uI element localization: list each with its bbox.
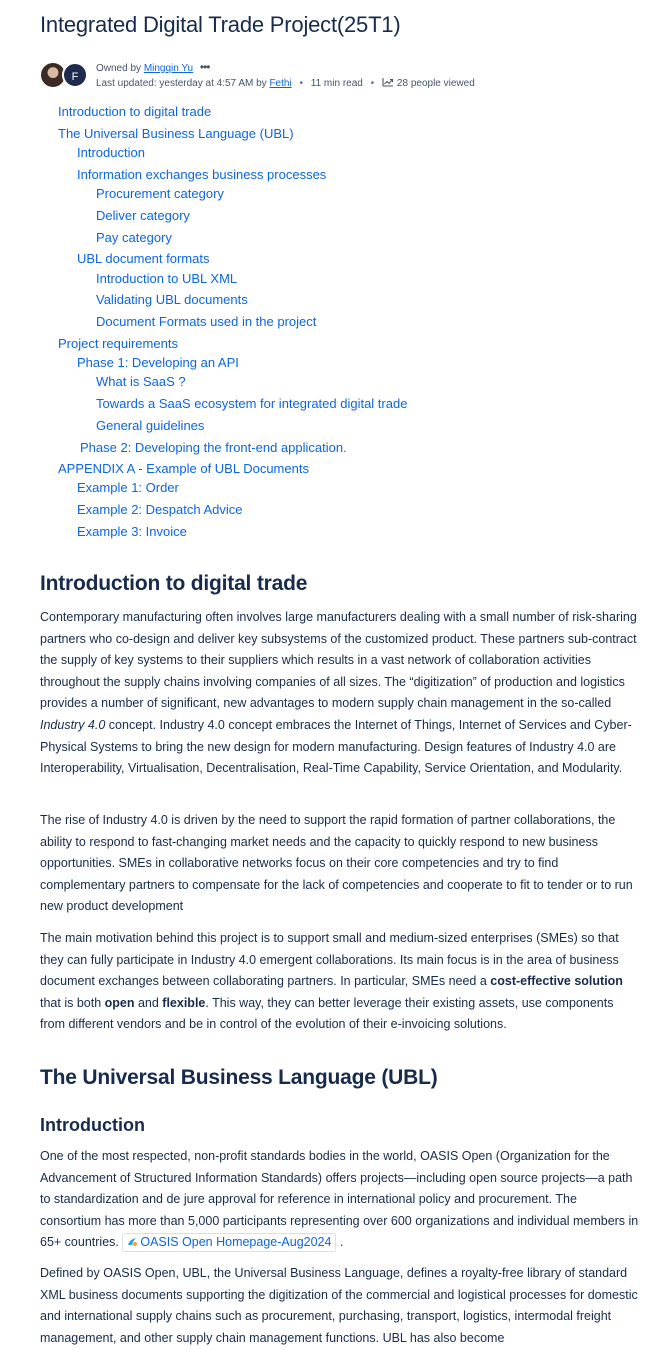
toc-link[interactable]: Example 2: Despatch Advice [77,502,243,517]
toc-link[interactable]: UBL document formats [77,251,210,266]
para-text: Contemporary manufacturing often involves large manufacturers dealing with a small number of risk-sharing partners who co-design and deliver key subsystems of the customized product. These partners sub-contract the supply of key systems to their suppliers which results in a vast network of collaboration activities throughout the supply chains involving companies of all sizes. The “digitization” of production and logistics provides a number of significant, new advantages to modern supply chain management in the so-called [40,610,637,711]
toc-link[interactable]: Towards a SaaS ecosystem for integrated digital trade [96,396,408,411]
toc-link[interactable]: The Universal Business Language (UBL) [58,126,294,141]
toc-link[interactable]: Introduction to UBL XML [96,271,238,286]
byline-text [96,60,475,91]
toc-link[interactable]: APPENDIX A - Example of UBL Documents [58,461,309,476]
trend-chart-icon [382,77,394,87]
para-bold: cost-effective solution [490,974,623,989]
separator-dot: • [370,78,375,89]
para-text: . [339,1235,344,1250]
toc-link[interactable]: Project requirements [58,336,178,351]
para-text: and [134,995,163,1010]
toc-link[interactable]: Pay category [96,230,172,245]
editor-avatar[interactable]: F [62,62,88,88]
para-bold: open [104,995,135,1010]
ubl-paragraph-1 [40,1146,640,1254]
owner-link[interactable]: Mingqin Yu [143,63,194,74]
para-text: . This way, they can better leverage their existing assets, use components from different vendors and be in control of the evolution of their e-invoicing solutions. [40,995,614,1032]
oasis-link-text: OASIS Open Homepage-Aug2024 [140,1235,332,1250]
para-text: concept. Industry 4.0 concept embraces the Internet of Things, Internet of Services and Cyber-Physical Systems to bring the new design for modern manufacturing. Design features of Industry 4.0 are Interoperability, Virtualisation, Decentralisation, Real-Time Capability, Service Orientation, and Modularity. [40,717,632,776]
para-bold: flexible [162,995,206,1010]
intro-paragraph-1 [40,607,640,780]
toc-link[interactable]: Introduction [77,145,145,160]
toc-link[interactable]: Example 3: Invoice [77,524,187,539]
views-button[interactable] [382,78,475,89]
para-text: The main motivation behind this project is to support small and medium-sized enterprises (SMEs) so that they can fully participate in Industry 4.0 emergent collaborations. Its main focus is in the area of business document exchanges between collaborating partners. In particular, SMEs need a [40,931,619,989]
para-emphasis: Industry 4.0 [40,717,106,732]
section-heading-digital-trade: Introduction to digital trade [40,572,308,595]
byline [40,60,640,90]
para-text: One of the most respected, non-profit standards bodies in the world, OASIS Open (Organization for the Advancement of Structured Information Standards) offers projects—including open source projects—a path to standardization and de jure approval for reference in international policy and procurement. The consortium has more than 5,000 participants representing over 600 organizations and individual members in 65+ countries. [40,1149,639,1250]
ubl-paragraph-2: Defined by OASIS Open, UBL, the Universal Business Language, defines a royalty-free library of standard XML business documents supporting the digitization of the commercial and logistical processes for domestic and international supply chains such as procurement, purchasing, transport, logistics, intermodal freight management, and other supply chain management functions. UBL has also become [40,1266,638,1345]
read-time: 11 min read [310,78,363,89]
intro-paragraph-3 [40,928,640,1036]
updated-prefix: Last updated: yesterday at 4:57 AM by [96,78,267,89]
toc-link[interactable]: Deliver category [96,208,190,223]
toc-link[interactable]: General guidelines [96,418,205,433]
toc-link[interactable]: Information exchanges business processes [77,167,327,182]
page-title: Integrated Digital Trade Project(25T1) [40,12,401,37]
subheading-introduction: Introduction [40,1115,145,1135]
para-text: that is both [40,995,105,1010]
toc-link[interactable]: Phase 2: Developing the front-end application. [80,440,347,455]
oasis-link-chip[interactable] [122,1233,336,1252]
more-actions-icon[interactable]: ••• [199,60,210,74]
toc-link[interactable]: Introduction to digital trade [58,104,212,119]
toc-link[interactable]: Phase 1: Developing an API [77,355,239,370]
toc-link[interactable]: Example 1: Order [77,480,179,495]
toc-link[interactable]: What is SaaS ? [96,374,186,389]
intro-paragraph-2: The rise of Industry 4.0 is driven by the need to support the rapid formation of partner collaborations, the ability to respond to fast-changing market needs and the capacity to quickly respond to new business opportunities. SMEs in collaborative networks focus on their core competencies and try to find complementary partners to compensate for the lack of competencies and cooperate to fit to tender or to run new product development [40,813,633,914]
views-count: 28 people viewed [396,78,475,89]
separator-dot: • [299,78,303,89]
oasis-logo-icon [127,1236,138,1247]
toc-link[interactable]: Procurement category [96,186,224,201]
toc-link[interactable]: Document Formats used in the project [96,314,317,329]
updated-by-link[interactable]: Fethi [269,78,292,89]
section-heading-ubl: The Universal Business Language (UBL) [40,1066,438,1089]
owned-prefix: Owned by [96,63,142,74]
toc-link[interactable]: Validating UBL documents [96,292,248,307]
